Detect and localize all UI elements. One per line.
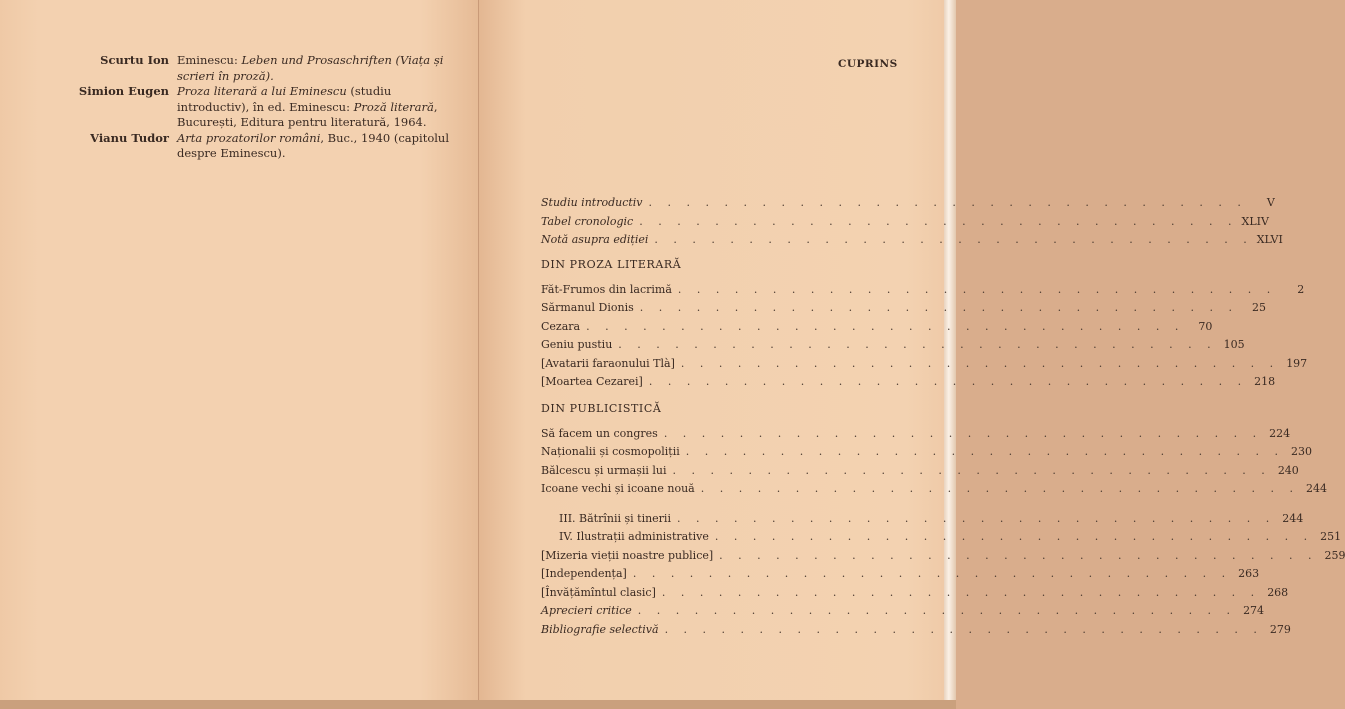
book-edge [944, 0, 956, 709]
toc-entry [541, 585, 1289, 605]
toc-entry-label: Icoane vechi și icoane nouă [541, 482, 695, 495]
toc-entry-page: 197 [1286, 356, 1308, 370]
bibliography-entry [30, 131, 450, 162]
toc-entry-label: Studiu introductiv [541, 196, 643, 209]
toc-section2-group [541, 426, 1328, 501]
section-heading-proza: DIN PROZA LITERARĂ [541, 257, 682, 271]
bibliography-text-part: , Buc., 1940 (capitolul despre Eminescu). [177, 130, 450, 160]
bibliography-author: Scurtu Ion [100, 53, 169, 67]
bibliography-author: Simion Eugen [78, 84, 169, 98]
toc-entry [541, 445, 1313, 464]
toc-entry [541, 463, 1299, 483]
bibliography-text-part: (studiu introductiv), în ed. Eminescu: [177, 84, 392, 114]
toc-entry-page: XLIV [1241, 214, 1269, 228]
toc-back-group [541, 604, 1291, 641]
toc-entry-page: 268 [1267, 585, 1289, 599]
bibliography-text-part: Proza literară a lui Eminescu [177, 84, 347, 98]
toc-subitems-group [541, 511, 1342, 549]
toc-entry [541, 319, 1213, 339]
toc-entry-page: 105 [1223, 338, 1245, 351]
toc-entry [541, 233, 1283, 252]
toc-entry-label: [Avatarii faraonului Tlà] [541, 356, 675, 370]
bibliography-text-part: Proză literară [353, 99, 434, 114]
toc-leader-dots: . . . . . . . . . . . . . . . . . . . . . . . . . . . . . . . . [639, 214, 1238, 228]
toc-entry-label: [Mizeria vieții noastre publice] [541, 548, 714, 562]
toc-leader-dots: . . . . . . . . . . . . . . . . . . . . . . . . . . . . . . . . [632, 567, 1232, 580]
toc-leader-dots: . . . . . . . . . . . . . . . . . . . . . . . . . . . . . . . . [639, 301, 1239, 314]
toc-entry-page: 70 [1198, 319, 1213, 333]
toc-entry [541, 482, 1328, 501]
toc-entry [541, 548, 1345, 568]
toc-entry [541, 530, 1342, 549]
toc-entry [541, 282, 1305, 302]
toc-entry [541, 622, 1291, 642]
toc-leader-dots: . . . . . . . . . . . . . . . . . . . . . . . . . . . . . . . . [648, 196, 1247, 209]
toc-leader-dots: . . . . . . . . . . . . . . . . . . . . . . . . . . . . . . . . [663, 426, 1263, 440]
toc-entry-label: Sărmanul Dionis [541, 301, 634, 314]
toc-entry [541, 338, 1245, 357]
toc-entry-page: 259 [1324, 548, 1345, 562]
section-heading-publicistica: DIN PUBLICISTICĂ [541, 401, 662, 415]
toc-entry [541, 356, 1308, 376]
toc-leader-dots: . . . . . . . . . . . . . . . . . . . . . . . . . . . . . . . . [648, 375, 1248, 388]
bibliography-text-part: Leben und Prosaschriften (Viața și scrieri în proză). [177, 53, 444, 83]
spacer [541, 501, 897, 512]
bibliography-text [177, 53, 450, 84]
toc-front-group [541, 196, 1283, 252]
toc-entry-label: Făt-Frumos din lacrimă [541, 282, 672, 296]
toc-entry-page: 240 [1277, 463, 1299, 477]
toc-entry [541, 196, 1275, 215]
toc-entry-page: 218 [1254, 375, 1276, 388]
toc-entry-label: Notă asupra ediției [541, 233, 649, 246]
bibliography-text-part: Eminescu: [177, 53, 242, 67]
bibliography [30, 53, 450, 162]
toc-entry-page: 244 [1282, 511, 1304, 525]
toc-leader-dots: . . . . . . . . . . . . . . . . . . . . . . . . . . . . . . . . [664, 622, 1263, 636]
toc-entry-label: Bălcescu și urmașii lui [541, 463, 667, 477]
table-of-contents [541, 196, 1345, 641]
toc-entry-label: Cezara [541, 319, 581, 333]
toc-leader-dots: . . . . . . . . . . . . . . . . . . . . . . . . . . . . . . . . [700, 482, 1300, 495]
toc-leader-dots: . . . . . . . . . . . . . . . . . . . . . . . . . . . . . . . . [654, 233, 1253, 246]
left-page [0, 0, 478, 709]
bibliography-text [177, 131, 450, 162]
toc-more-group [541, 548, 1345, 605]
toc-entry-label: Geniu pustiu [541, 338, 613, 351]
bibliography-entry [30, 53, 450, 84]
toc-entry [541, 511, 1304, 531]
toc-entry-page: 274 [1243, 604, 1265, 617]
toc-leader-dots: . . . . . . . . . . . . . . . . . . . . . . . . . . . . . . . . [677, 282, 1277, 296]
toc-leader-dots: . . . . . . . . . . . . . . . . . . . . . . . . . . . . . . . . [637, 604, 1237, 617]
bibliography-text-part: Arta prozatorilor români [177, 130, 321, 145]
toc-entry-label: IV. Ilustrații administrative [559, 530, 709, 543]
toc-entry-page: V [1266, 196, 1275, 209]
toc-entry-page: 2 [1297, 282, 1305, 296]
toc-entry-label: [Independența] [541, 567, 627, 580]
bibliography-text [177, 84, 450, 131]
toc-entry-label: Naționalii și cosmopoliții [541, 445, 680, 458]
toc-leader-dots: . . . . . . . . . . . . . . . . . . . . . . . . . . . . . . . . [586, 319, 1185, 333]
toc-entry-label: Bibliografie selectivă [541, 622, 659, 636]
toc-leader-dots: . . . . . . . . . . . . . . . . . . . . . . . . . . . . . . . . [618, 338, 1217, 351]
toc-entry-page: 244 [1306, 482, 1328, 495]
toc-entry-label: Tabel cronologic [541, 214, 634, 228]
toc-leader-dots: . . . . . . . . . . . . . . . . . . . . . . . . . . . . . . . . [672, 463, 1271, 477]
toc-entry [541, 604, 1265, 623]
toc-entry-page: 25 [1252, 301, 1267, 314]
toc-entry [541, 301, 1267, 320]
bibliography-author: Vianu Tudor [90, 130, 169, 145]
toc-leader-dots: . . . . . . . . . . . . . . . . . . . . . . . . . . . . . . . . [685, 445, 1285, 458]
bottom-shadow [0, 700, 956, 709]
toc-entry [541, 214, 1269, 234]
toc-title: CUPRINS [838, 58, 898, 70]
toc-entry [541, 375, 1276, 394]
toc-entry-page: 230 [1291, 445, 1313, 458]
toc-entry-page: 251 [1320, 530, 1342, 543]
toc-entry-label: [Învățămîntul clasic] [541, 585, 656, 599]
toc-entry-label: Să facem un congres [541, 426, 658, 440]
toc-leader-dots: . . . . . . . . . . . . . . . . . . . . . . . . . . . . . . . . [680, 356, 1280, 370]
toc-section1-group [541, 282, 1308, 394]
toc-entry-page: XLVI [1256, 233, 1283, 246]
toc-leader-dots: . . . . . . . . . . . . . . . . . . . . . . . . . . . . . . . . [714, 530, 1314, 543]
toc-entry-label: III. Bătrînii și tinerii [559, 511, 671, 525]
bibliography-text-part: , București, Editura pentru literatură, 1964. [177, 99, 438, 129]
toc-leader-dots: . . . . . . . . . . . . . . . . . . . . . . . . . . . . . . . . [676, 511, 1276, 525]
bibliography-entry [30, 84, 450, 131]
toc-entry-label: Aprecieri critice [541, 604, 632, 617]
toc-leader-dots: . . . . . . . . . . . . . . . . . . . . . . . . . . . . . . . . [719, 548, 1318, 562]
toc-entry [541, 426, 1291, 446]
toc-entry-page: 279 [1269, 622, 1291, 636]
toc-entry [541, 567, 1260, 586]
toc-entry-page: 263 [1238, 567, 1260, 580]
toc-leader-dots: . . . . . . . . . . . . . . . . . . . . . . . . . . . . . . . . [661, 585, 1261, 599]
toc-entry-page: 224 [1269, 426, 1291, 440]
toc-entry-label: [Moartea Cezarei] [541, 375, 643, 388]
